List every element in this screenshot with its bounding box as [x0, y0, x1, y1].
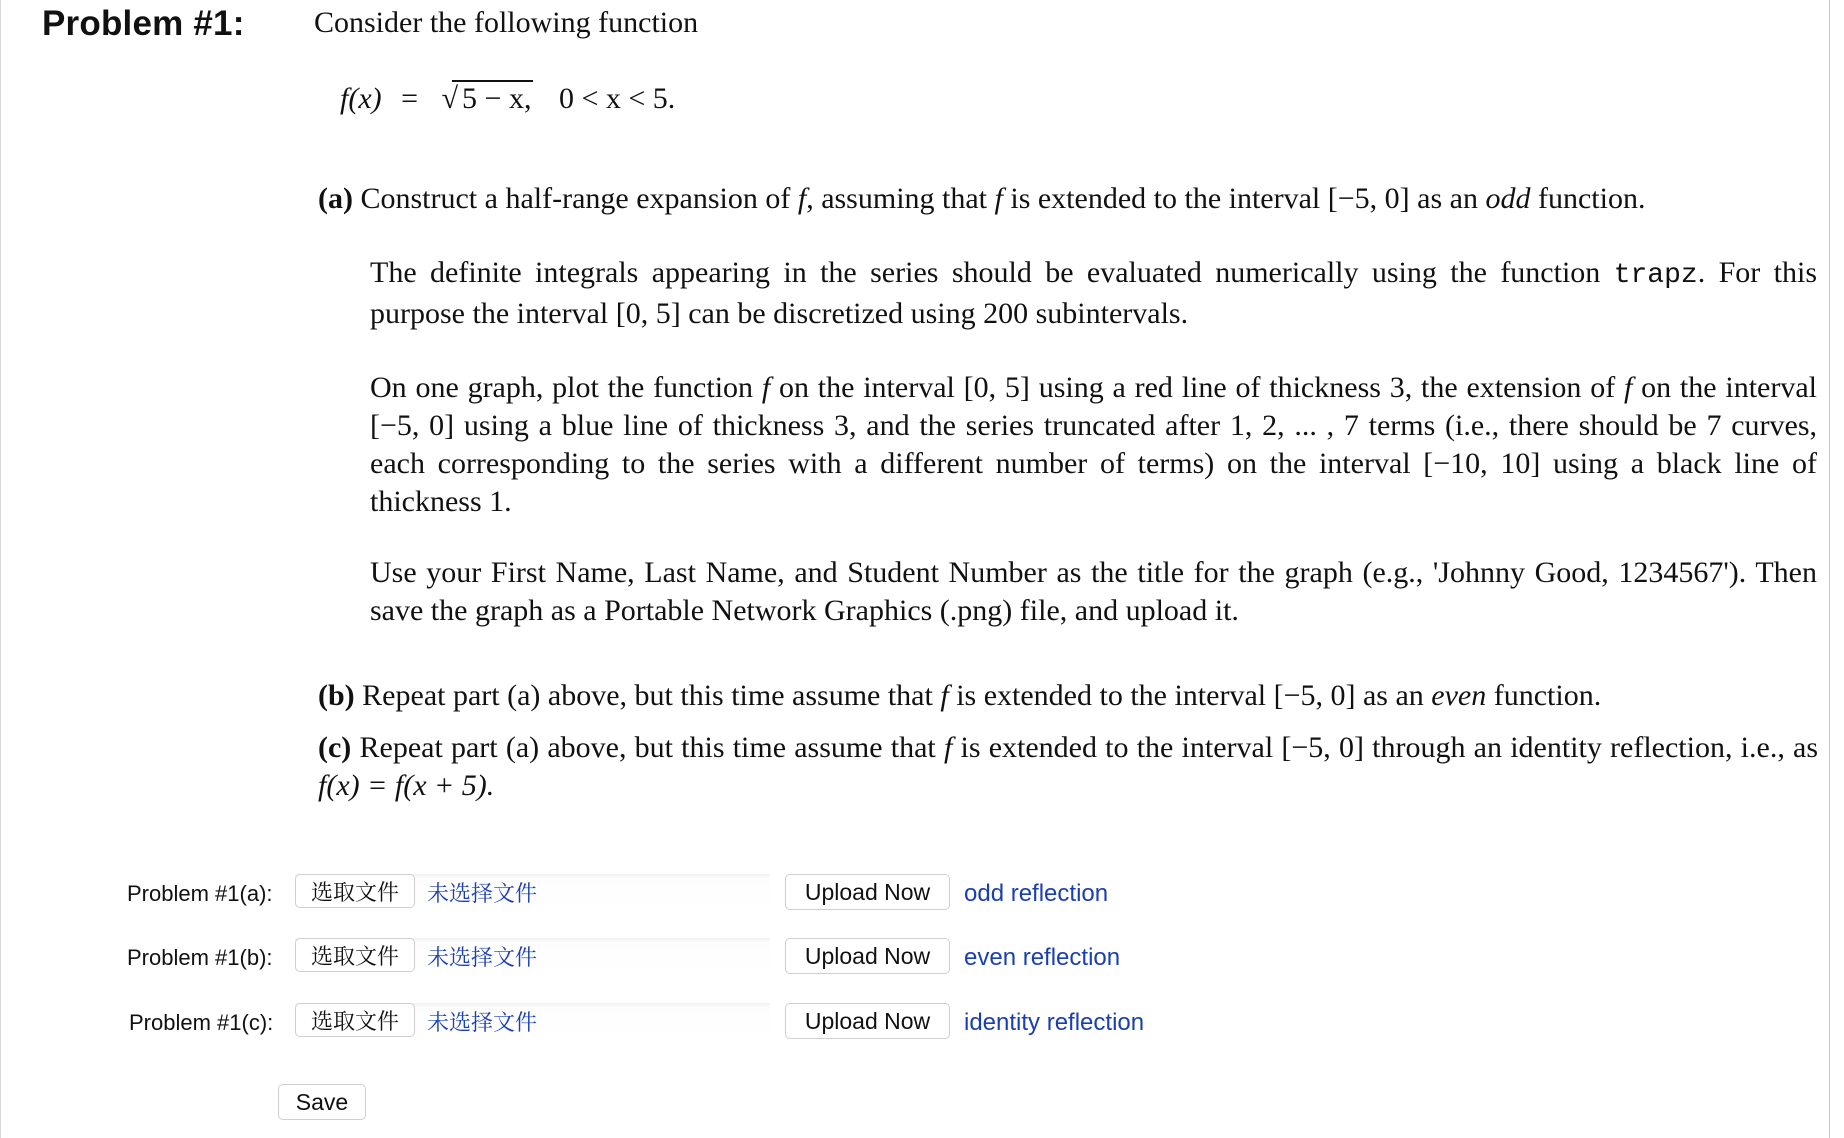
function-equation	[340, 82, 675, 116]
domain: 0 < x < 5.	[558, 82, 676, 115]
radicand: 5 − x,	[462, 82, 532, 115]
problem-intro: Consider the following function	[314, 6, 699, 39]
square-root: √ 5 − x,	[441, 82, 532, 115]
part-a-integrals-paragraph: The definite integrals appearing in the series should be evaluated numerically using the function trapz. For this purpose the interval [0, 5] can be discretized using 200 subintervals.	[370, 256, 1817, 330]
file-input-a[interactable]	[295, 874, 770, 910]
no-file-status-b: 未选择文件	[427, 946, 538, 971]
problem-heading: Problem #1:	[42, 4, 245, 43]
choose-file-button-a[interactable]: 选取文件	[295, 874, 415, 908]
part-b-statement: (b) Repeat part (a) above, but this time assume that f is extended to the interval [−5, 0] as an even function.	[318, 679, 1602, 712]
equation-equals: =	[401, 82, 419, 115]
save-button[interactable]: Save	[278, 1084, 366, 1120]
choose-file-button-c[interactable]: 选取文件	[295, 1003, 415, 1037]
part-a-plot-paragraph: On one graph, plot the function f on the interval [0, 5] using a red line of thickness 3, the extension of f on the interval [−5, 0] using a blue line of thickness 3, and the series truncated after 1, 2, ... , 7 terms (i.e., there should be 7 curves, each corresponding to the series with a different number of terms) on the interval [−10, 10] using a black line of thickness 1.	[370, 371, 1818, 518]
upload-label-c: Problem #1(c):	[129, 1010, 274, 1035]
part-a-statement: (a) Construct a half-range expansion of f, assuming that f is extended to the interval [−5, 0] as an odd function.	[318, 182, 1646, 215]
left-border	[0, 0, 1, 1138]
trapz-code: trapz	[1613, 260, 1698, 291]
choose-file-button-b[interactable]: 选取文件	[295, 938, 415, 972]
identity-reflection-link[interactable]: identity reflection	[964, 1009, 1145, 1036]
upload-label-a: Problem #1(a):	[127, 881, 273, 906]
right-border	[1829, 0, 1830, 1138]
upload-now-button-c[interactable]: Upload Now	[785, 1003, 950, 1039]
part-a-label: (a)	[318, 182, 353, 215]
part-b-label: (b)	[318, 679, 355, 712]
file-input-c[interactable]	[295, 1003, 770, 1039]
no-file-status-a: 未选择文件	[427, 882, 538, 907]
upload-label-b: Problem #1(b):	[127, 945, 273, 970]
no-file-status-c: 未选择文件	[427, 1011, 538, 1036]
part-c-statement: (c) Repeat part (a) above, but this time assume that f is extended to the interval [−5, 0] through an identity reflection, i.e., as f(x) = f(x + 5).	[318, 731, 1819, 802]
part-a-title-paragraph: Use your First Name, Last Name, and Student Number as the title for the graph (e.g., 'Johnny Good, 1234567'). Then save the graph as a Portable Network Graphics (.png) file, and upload it.	[370, 556, 1817, 627]
odd-reflection-link[interactable]: odd reflection	[964, 880, 1109, 907]
part-c-label: (c)	[318, 731, 352, 764]
upload-now-button-b[interactable]: Upload Now	[785, 938, 950, 974]
file-input-b[interactable]	[295, 938, 770, 974]
upload-now-button-a[interactable]: Upload Now	[785, 874, 950, 910]
equation-lhs: f(x)	[340, 82, 382, 115]
even-reflection-link[interactable]: even reflection	[964, 944, 1121, 971]
